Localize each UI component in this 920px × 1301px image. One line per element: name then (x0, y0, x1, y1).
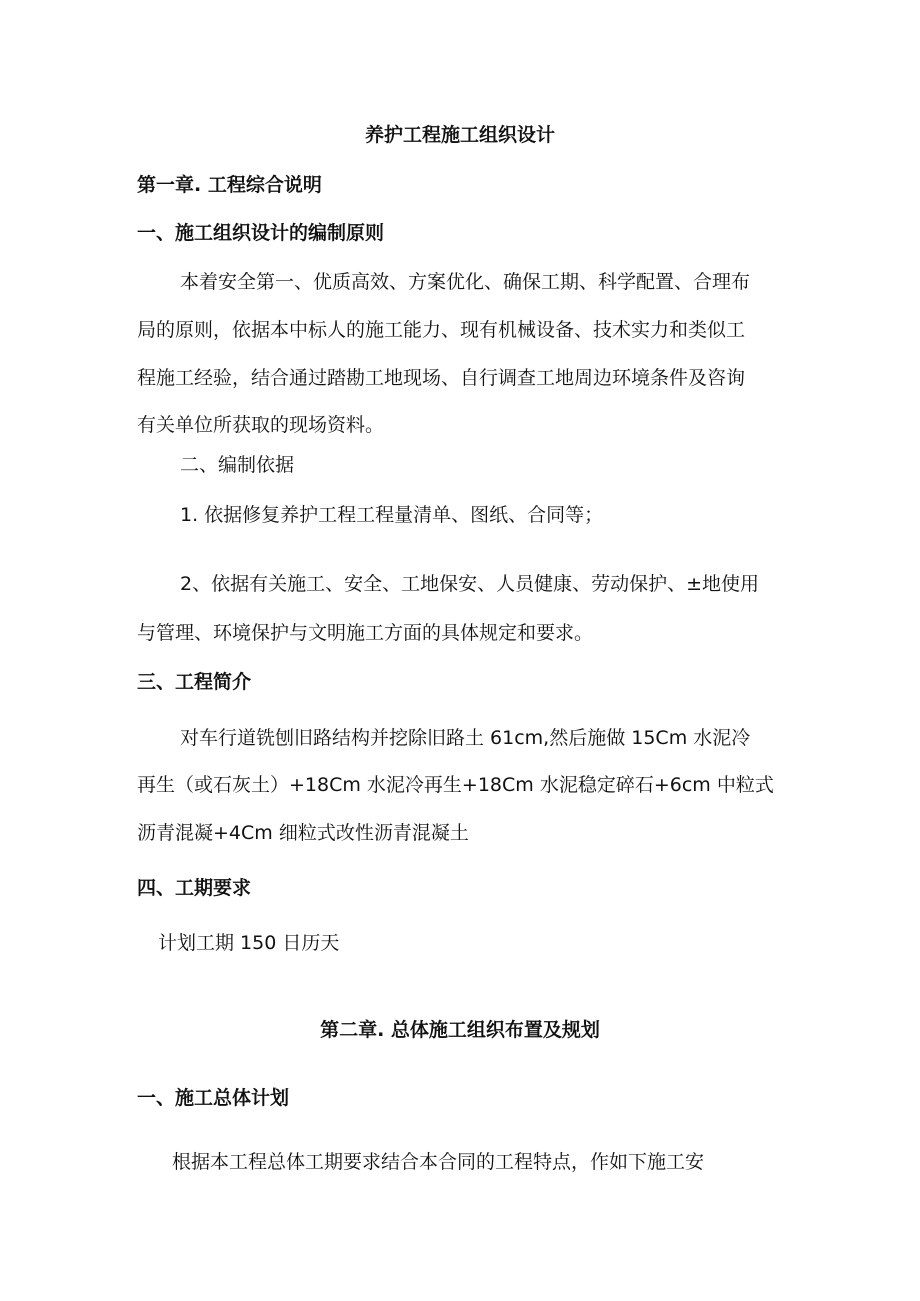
document-title: 养护工程施工组织设计 (364, 124, 555, 146)
paragraph-line: 有关单位所获取的现场资料。 (137, 414, 385, 436)
basis-item-1: 1. 依据修复养护工程工程量清单、图纸、合同等； (180, 504, 604, 526)
paragraph-line: 本着安全第一、优质高效、方案优化、确保工期、科学配置、合理布 (180, 271, 751, 293)
section1-heading: 一、施工组织设计的编制原则 (137, 222, 385, 244)
section2-heading: 二、编制依据 (180, 454, 295, 476)
chapter2-section1-heading: 一、施工总体计划 (137, 1087, 290, 1109)
schedule-text: 计划工期 150 日历天 (158, 932, 340, 954)
overview-line: 再生（或石灰土）+18Cm 水泥冷再生+18Cm 水泥稳定碎石+6cm 中粒式 (137, 774, 774, 796)
basis-item-2-line: 与管理、环境保护与文明施工方面的具体规定和要求。 (137, 622, 594, 644)
overview-line: 对车行道铣刨旧路结构并挖除旧路土 61cm,然后施做 15Cm 水泥冷 (180, 727, 751, 749)
chapter1-heading: 第一章. 工程综合说明 (137, 174, 322, 196)
section3-heading: 三、工程简介 (137, 671, 252, 693)
section4-heading: 四、工期要求 (137, 877, 252, 899)
chapter2-heading: 第二章. 总体施工组织布置及规划 (320, 1019, 600, 1041)
overview-line: 沥青混凝+4Cm 细粒式改性沥青混凝土 (137, 822, 469, 844)
chapter2-section1-text: 根据本工程总体工期要求结合本合同的工程特点，作如下施工安 (172, 1151, 705, 1173)
basis-item-2-line: 2、依据有关施工、安全、工地保安、人员健康、劳动保护、±地使用 (180, 573, 760, 595)
paragraph-line: 程施工经验，结合通过踏勘工地现场、自行调查工地周边环境条件及咨询 (137, 367, 746, 389)
paragraph-line: 局的原则，依据本中标人的施工能力、现有机械设备、技术实力和类似工 (137, 319, 746, 341)
